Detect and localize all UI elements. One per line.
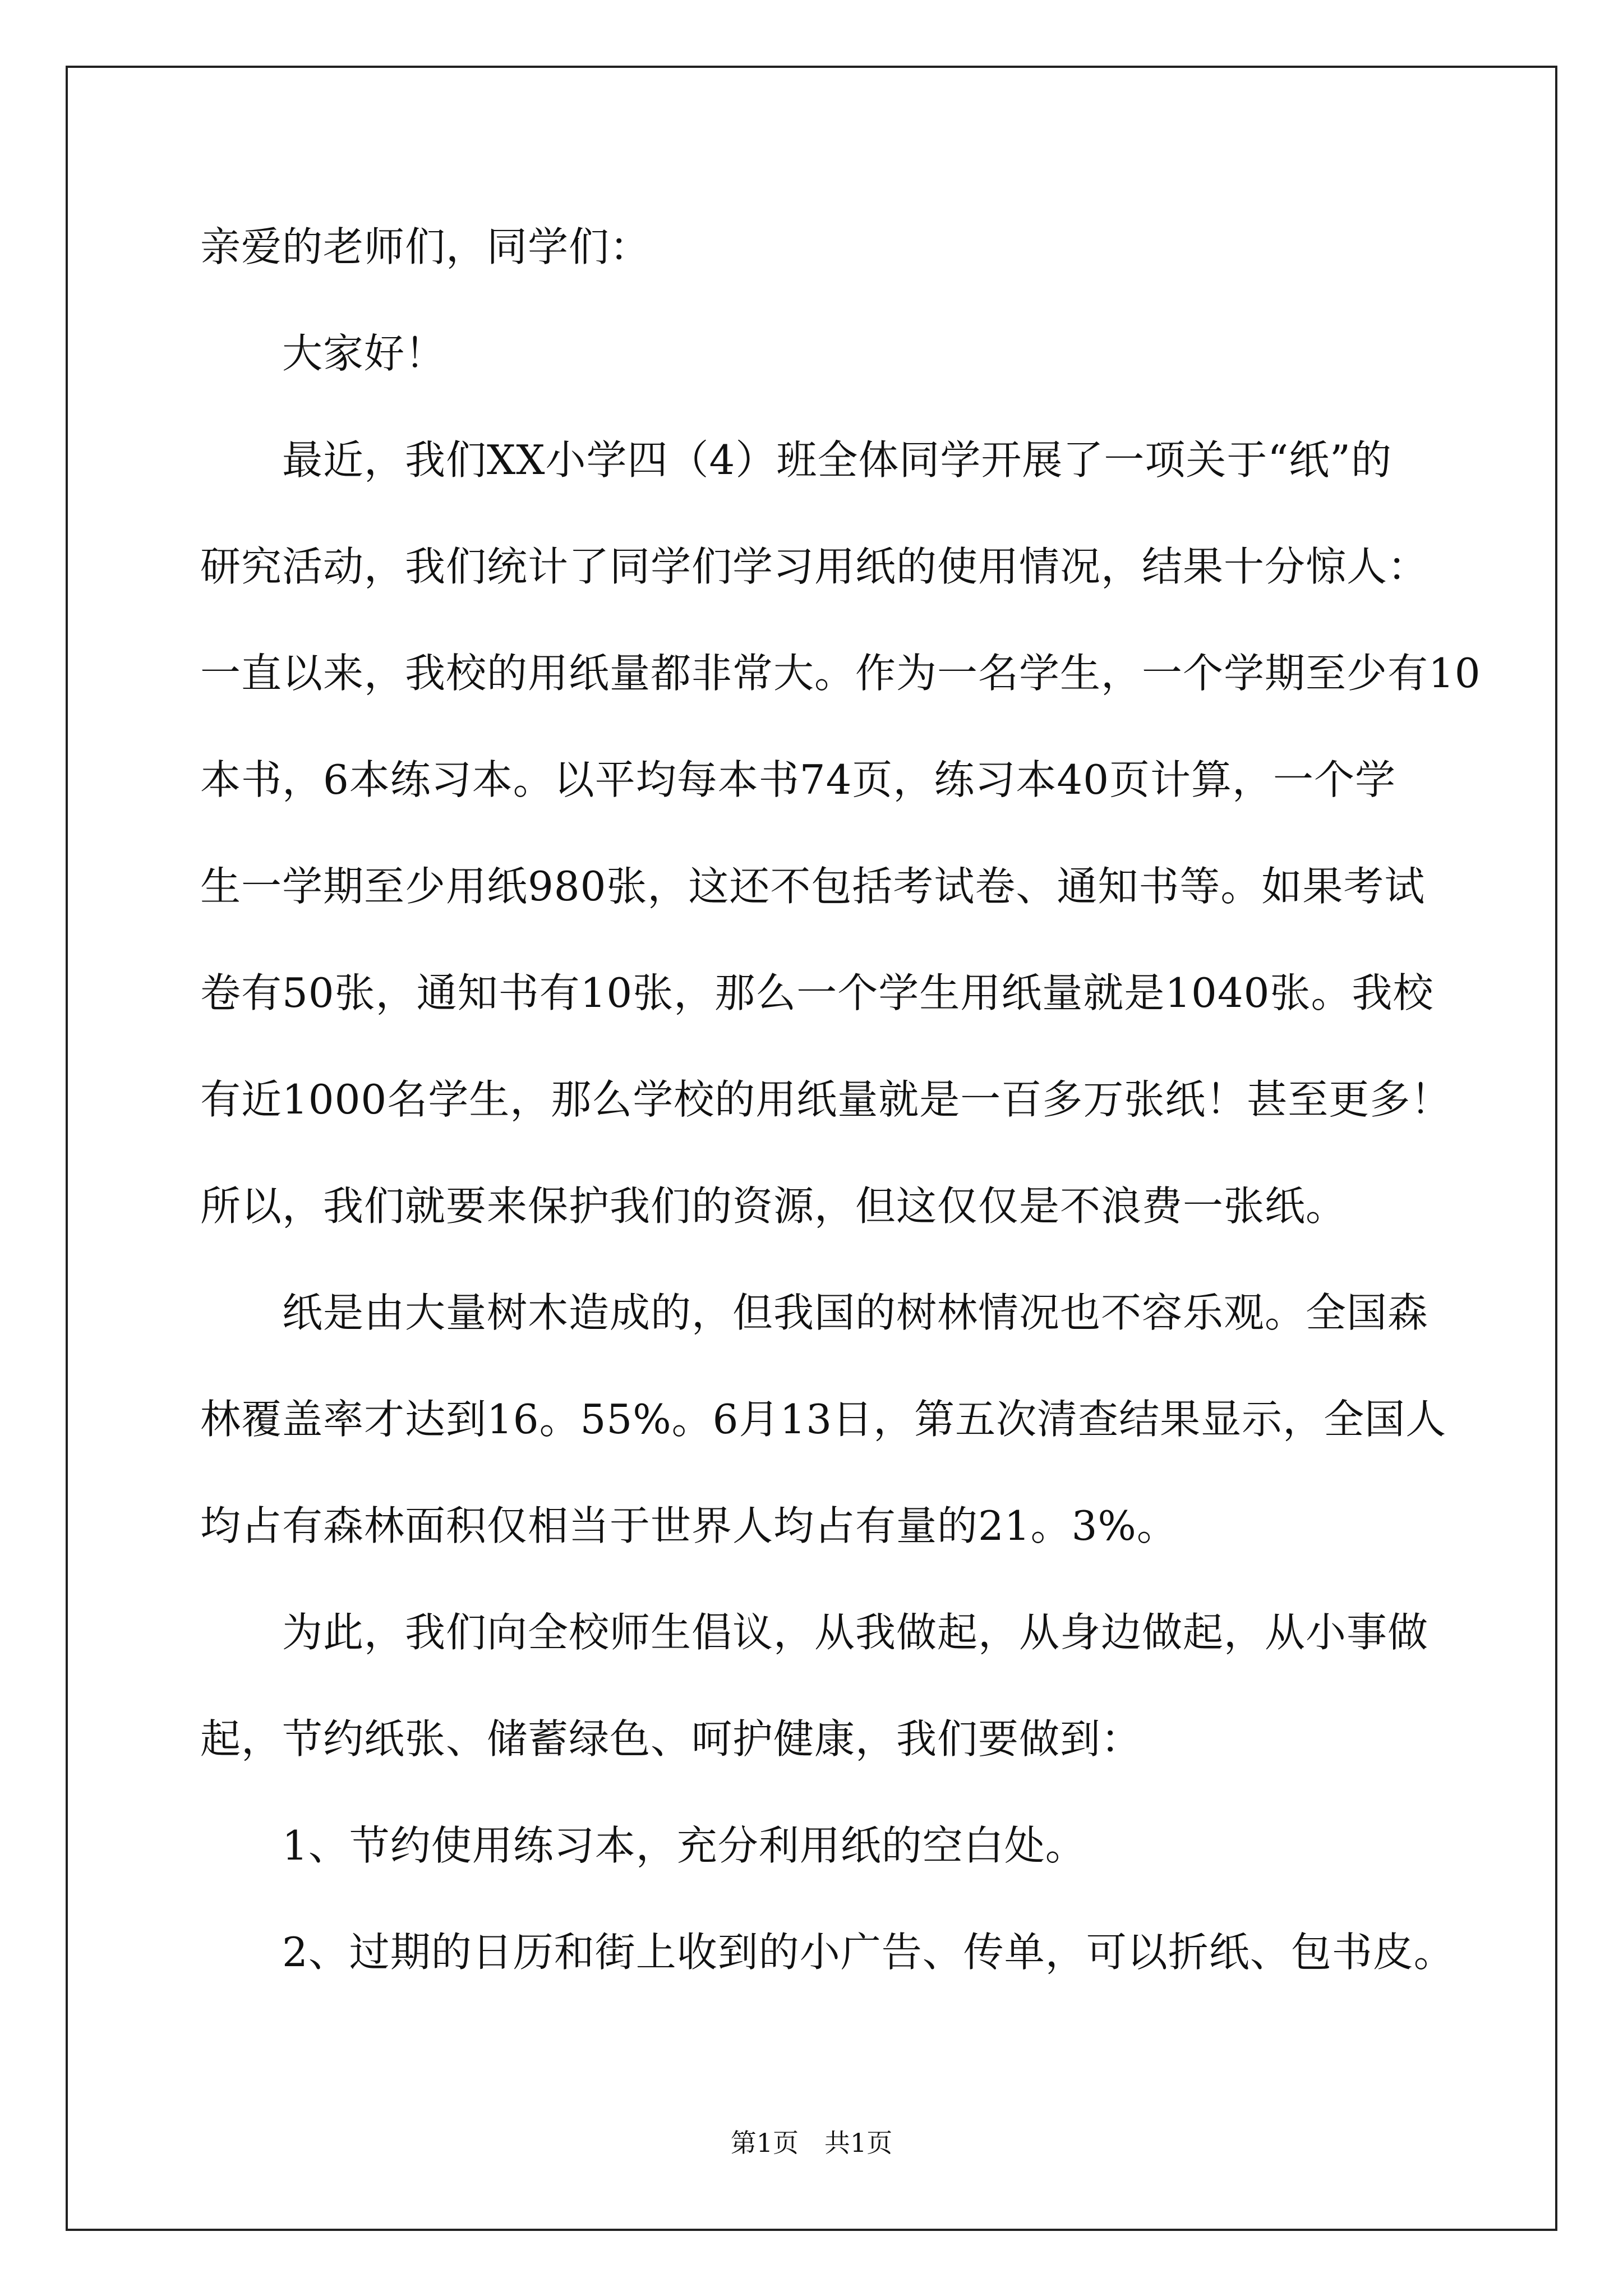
page-number-footer: 第1页 共1页 — [730, 2128, 893, 2158]
paragraph-line: 为此，我们向全校师生倡议，从我做起，从身边做起，从小事做 — [282, 1609, 1429, 1656]
paragraph-line: 本书，6本练习本。以平均每本书74页，练习本40页计算，一个学 — [200, 756, 1396, 803]
salutation-line: 亲爱的老师们，同学们： — [200, 223, 651, 270]
paragraph-line: 最近，我们XX小学四（4）班全体同学开展了一项关于“纸”的 — [282, 436, 1392, 484]
greeting-line: 大家好！ — [282, 330, 446, 377]
paragraph-line: 纸是由大量树木造成的，但我国的树林情况也不容乐观。全国森 — [282, 1289, 1429, 1336]
paragraph-line: 卷有50张，通知书有10张，那么一个学生用纸量就是1040张。我校 — [200, 969, 1434, 1016]
paragraph-line: 生一学期至少用纸980张，这还不包括考试卷、通知书等。如果考试 — [200, 863, 1426, 910]
paragraph-line: 一直以来，我校的用纸量都非常大。作为一名学生，一个学期至少有10 — [200, 650, 1481, 697]
paragraph-line: 研究活动，我们统计了同学们学习用纸的使用情况，结果十分惊人： — [200, 543, 1429, 590]
paragraph-line: 均占有森林面积仅相当于世界人均占有量的21。3%。 — [200, 1502, 1178, 1549]
paragraph-line: 有近1000名学生，那么学校的用纸量就是一百多万张纸！甚至更多！ — [200, 1076, 1452, 1123]
paragraph-line: 起，节约纸张、储蓄绿色、呵护健康，我们要做到： — [200, 1715, 1142, 1763]
paragraph-line: 所以，我们就要来保护我们的资源，但这仅仅是不浪费一张纸。 — [200, 1182, 1347, 1230]
paragraph-line: 林覆盖率才达到16。55%。6月13日，第五次清查结果显示，全国人 — [200, 1396, 1447, 1443]
list-item: 2、过期的日历和街上收到的小广告、传单，可以折纸、包书皮。 — [282, 1929, 1455, 1976]
page-border — [66, 66, 1557, 2231]
list-item: 1、节约使用练习本，充分利用纸的空白处。 — [282, 1822, 1086, 1869]
